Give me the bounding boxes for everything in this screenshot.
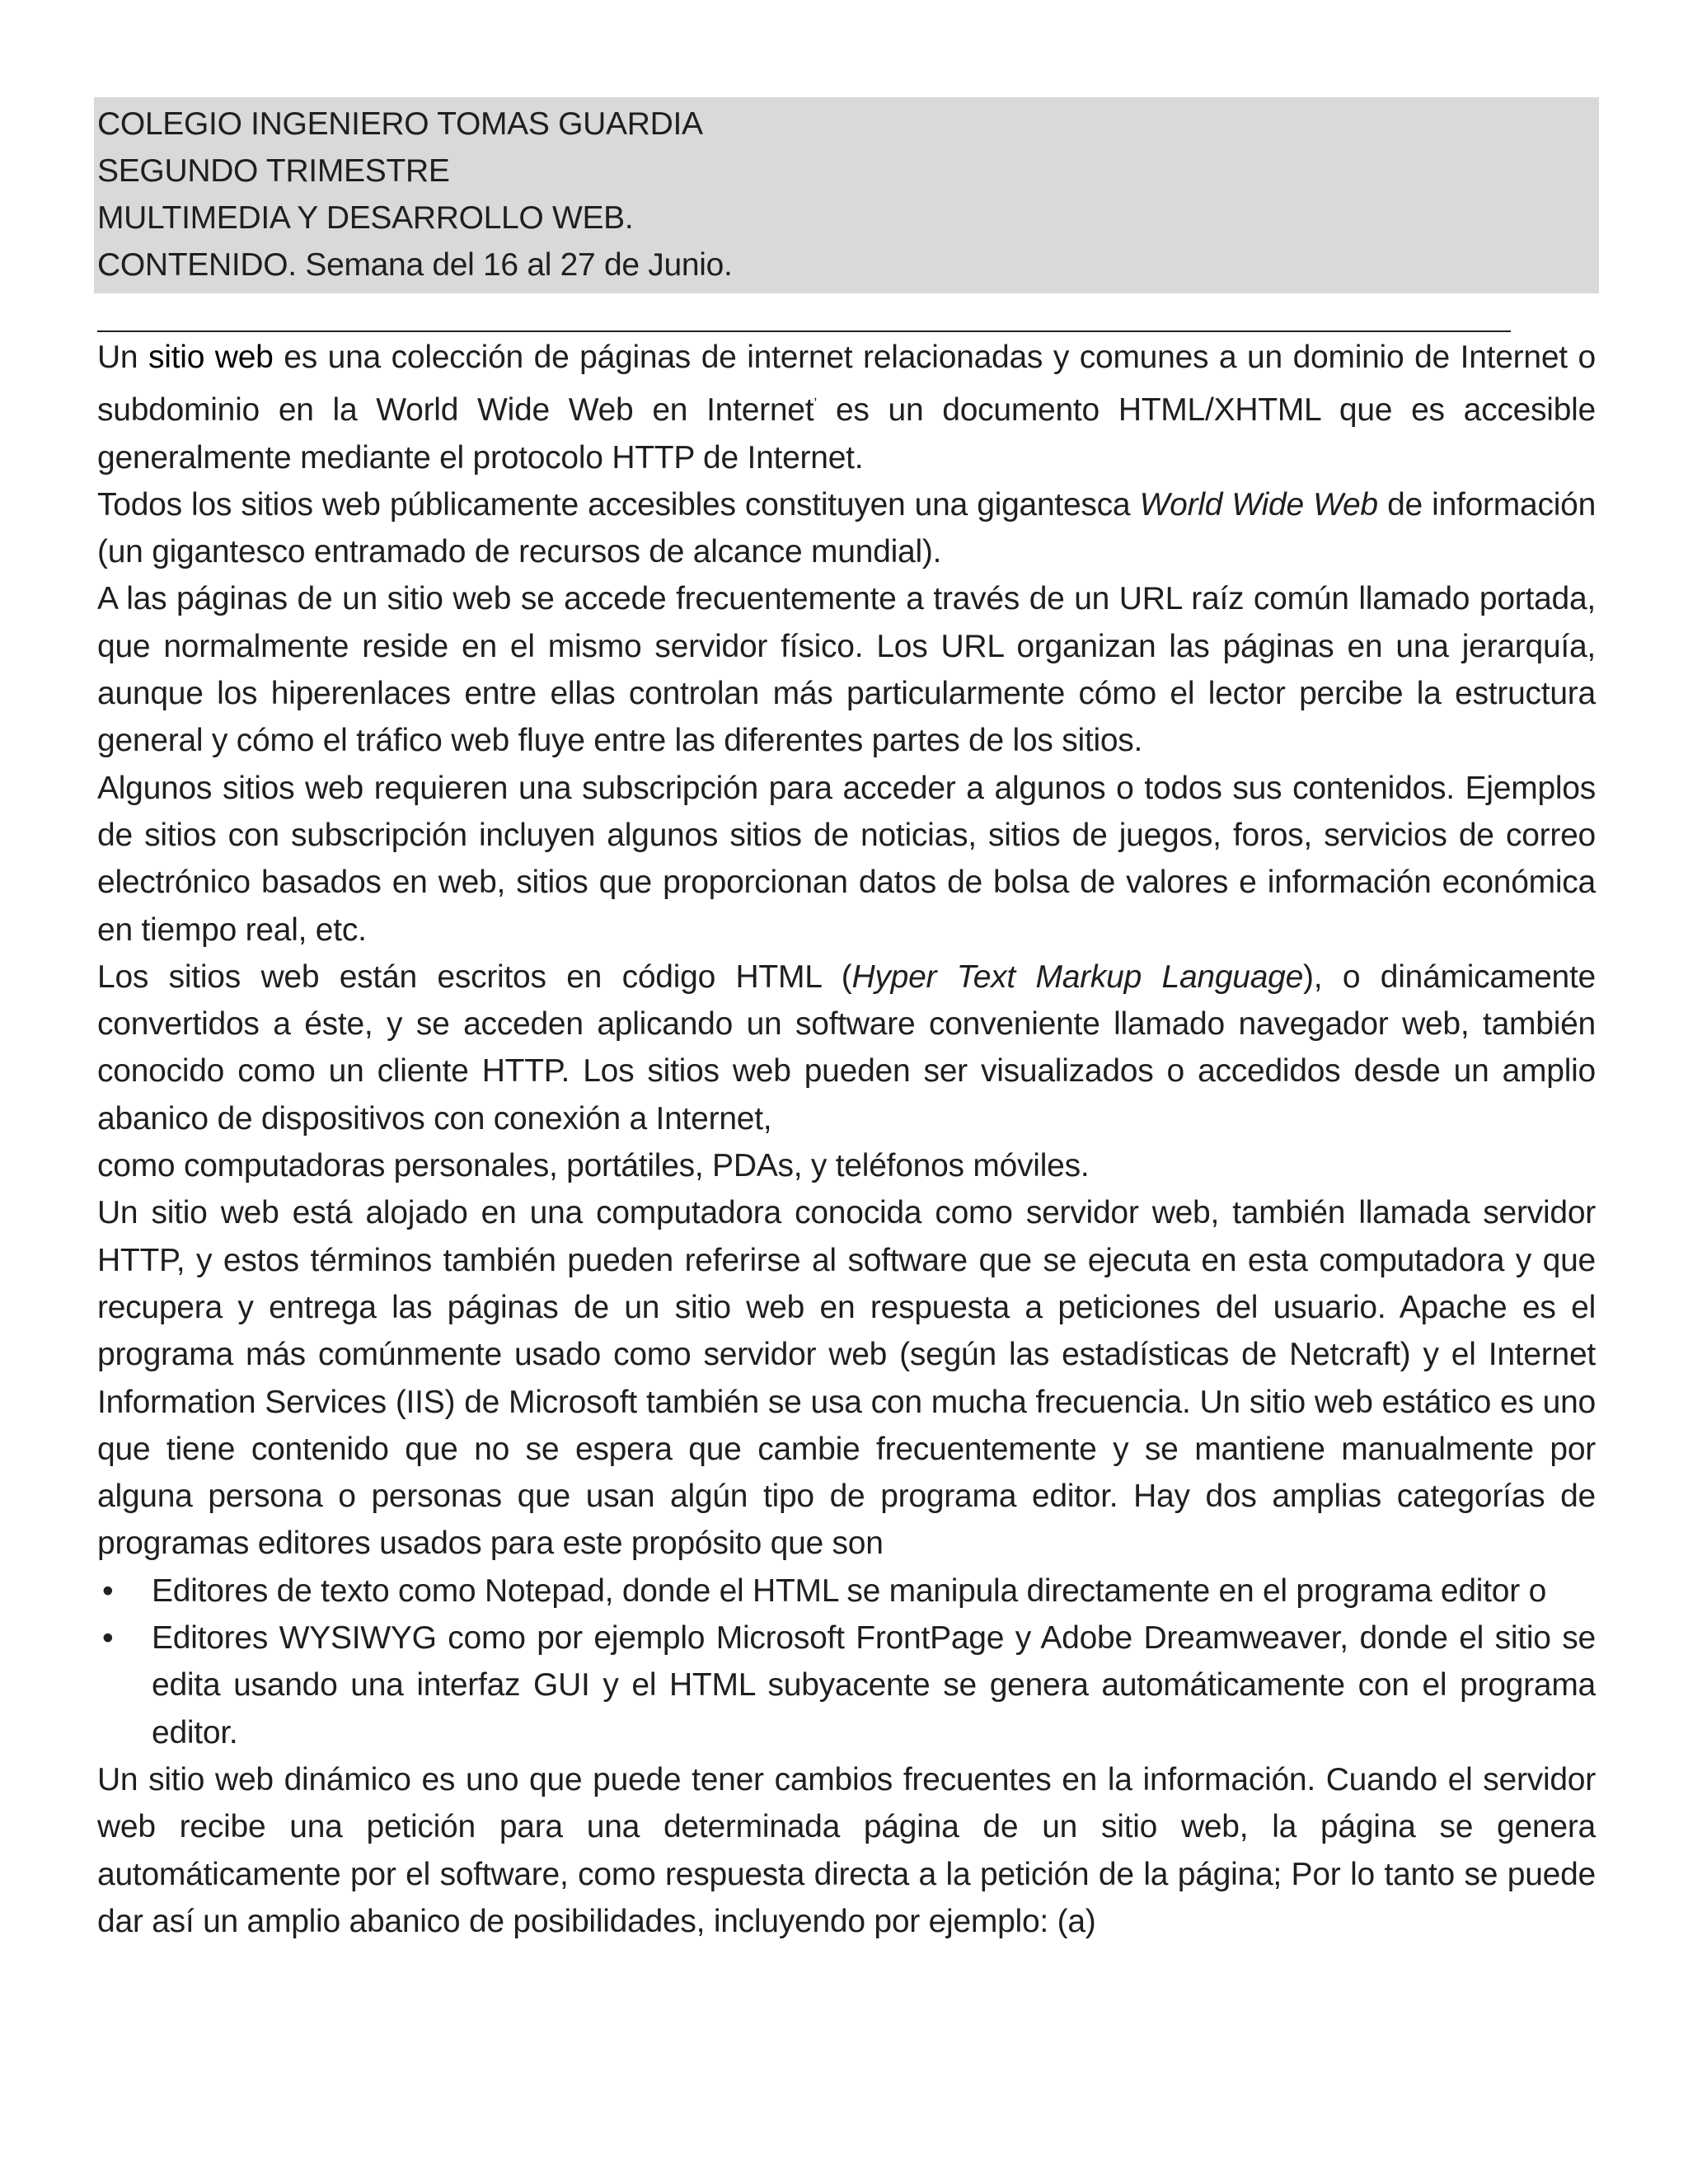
bullet-icon: • [102,1620,114,1657]
paragraph-5-end: como computadoras personales, portátiles, PDAs, y teléfonos móviles. [97,1148,1090,1184]
footnote-mark: ʼ [814,396,818,413]
document-page [97,97,1596,1945]
p5-post: ), o dinámicamente convertidos a éste, y se acceden aplicando un software conveniente llamado navegador web, también conocido como un cliente HTTP. Los sitios web pueden ser visualizados o accedidos desde un amplio abanico de dispositivos con conexión a Internet, [97,958,1597,1137]
p1-post: es una colección de páginas de internet relacionadas y comunes a un dominio de Internet o subdominio en la World Wide Web en Internet [97,340,1596,429]
document-body [97,334,1596,1945]
paragraph-3: A las páginas de un sitio web se accede frecuentemente a través de un URL raíz común llamado portada, que normalmente reside en el mismo servidor físico. Los URL organizan las páginas en una jerarquía, aunque los hiperenlaces entre ellas controlan más particularmente cómo el lector percibe la estructura general y cómo el tráfico web fluye entre las diferentes partes de los sitios. [97,581,1596,759]
world-wide-web-term: World Wide Web [1139,486,1378,523]
content-week: CONTENIDO. Semana del 16 al 27 de Junio. [97,247,733,283]
p5-pre: Los sitios web están escritos en código HTML ( [97,958,852,995]
list-item [97,1568,1596,1615]
document-header [94,97,1599,293]
separator-line [97,330,1511,332]
paragraph-7: Un sitio web dinámico es uno que puede tener cambios frecuentes en la información. Cuando el servidor web recibe una petición para una determinada página de un sitio web, la página se genera automáticamente por el software, como respuesta directa a la petición de la página; Por lo tanto se puede dar así un amplio abanico de posibilidades, incluyendo por ejemplo: (a) [97,1761,1596,1939]
p2-post: de información (un gigantesco entramado de recursos de alcance mundial). [97,486,1597,570]
keyword-sitio-web: sitio web [148,340,274,375]
school-name: COLEGIO INGENIERO TOMAS GUARDIA [97,106,703,142]
html-expansion-term: Hyper Text Markup Language [851,958,1304,995]
p2-pre: Todos los sitios web públicamente accesibles constituyen una gigantesca [97,486,1140,523]
paragraph-1 [97,334,1596,481]
paragraph-2 [97,481,1596,576]
paragraph-4: Algunos sitios web requieren una subscripción para acceder a algunos o todos sus contenidos. Ejemplos de sitios con subscripción incluyen algunos sitios de noticias, sitios de juegos, foros, servicios de correo electrónico basados en web, sitios que proporcionan datos de bolsa de valores e información económica en tiempo real, etc. [97,770,1596,948]
p1-post2: es un documento HTML/XHTML que es accesible generalmente mediante el protocolo HTTP de Internet. [97,392,1596,476]
list-item-text: Editores de texto como Notepad, donde el HTML se manipula directamente en el programa editor o [152,1572,1547,1609]
editor-list [97,1568,1596,1756]
paragraph-5 [97,954,1596,1142]
list-item [97,1615,1596,1756]
list-item-text: Editores WYSIWYG como por ejemplo Microsoft FrontPage y Adobe Dreamweaver, donde el sitio se edita usando una interfaz GUI y el HTML subyacente se genera automáticamente con el programa editor. [152,1620,1596,1750]
trimester: SEGUNDO TRIMESTRE [97,153,450,189]
p1-pre: Un [97,340,149,375]
bullet-icon: • [102,1572,114,1609]
subject: MULTIMEDIA Y DESARROLLO WEB. [97,200,634,236]
paragraph-6: Un sitio web está alojado en una computadora conocida como servidor web, también llamada servidor HTTP, y estos términos también pueden referirse al software que se ejecuta en esta computadora y que recupera y entrega las páginas de un sitio web en respuesta a peticiones del usuario. Apache es el programa más comúnmente usado como servidor web (según las estadísticas de Netcraft) y el Internet Information Services (IIS) de Microsoft también se usa con mucha frecuencia. Un sitio web estático es uno que tiene contenido que no se espera que cambie frecuentemente y se mantiene manualmente por alguna persona o personas que usan algún tipo de programa editor. Hay dos amplias categorías de programas editores usados para este propósito que son [97,1195,1596,1562]
